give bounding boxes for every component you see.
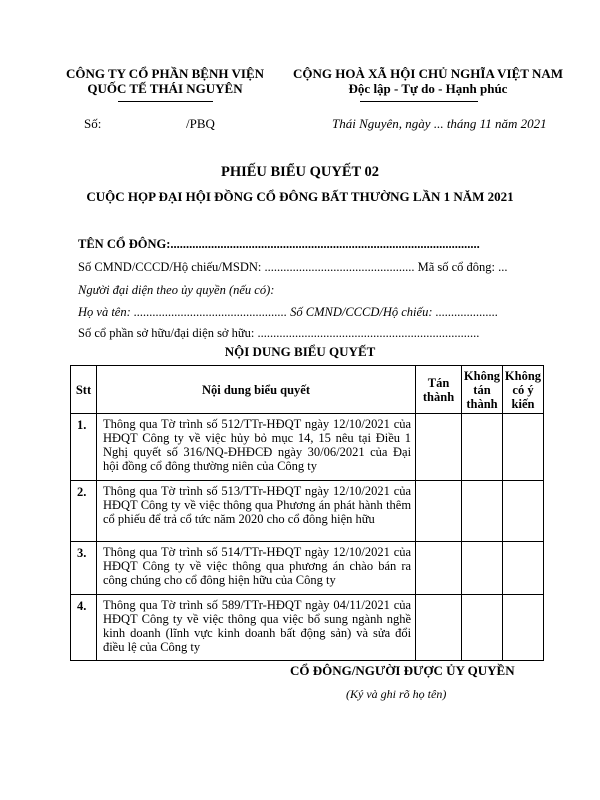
header-content: Nội dung biểu quyết — [96, 366, 415, 414]
shares-field: Số cổ phần sở hữu/đại diện sở hữu: ....................................................................... — [78, 326, 480, 340]
row-content: Thông qua Tờ trình số 512/TTr-HĐQT ngày 12/10/2021 của HĐQT Công ty về việc hủy bỏ mục 14, 15 nêu tại Điều 1 Nghị quyết số 316/NQ-ĐHĐCĐ ngày 30/06/2021 của Đại hội đồng cổ đông thường niên của Công ty — [96, 414, 415, 481]
company-name-line2: QUỐC TẾ THÁI NGUYÊN — [87, 81, 243, 96]
national-header-block — [282, 66, 574, 96]
header-no-opinion: Không có ý kiến — [502, 366, 543, 414]
shareholder-name-field: TÊN CỔ ĐÔNG:................................................................................................... — [78, 237, 480, 251]
id-number-field: Số CMND/CCCD/Hộ chiếu/MSDN: ................................................ Mã số cổ đông: ... — [78, 260, 508, 274]
doc-number-label: Số: — [84, 116, 102, 131]
disagree-cell[interactable] — [462, 481, 503, 542]
row-number: 3. — [71, 542, 97, 595]
agree-cell[interactable] — [416, 595, 462, 661]
row-content: Thông qua Tờ trình số 513/TTr-HĐQT ngày 12/10/2021 của HĐQT Công ty về việc thông qua Phương án phát hành thêm cổ phiếu để trả cổ tức năm 2020 cho cổ đông hiện hữu — [96, 481, 415, 542]
no-opinion-cell[interactable] — [502, 481, 543, 542]
agree-cell[interactable] — [416, 542, 462, 595]
agree-cell[interactable] — [416, 414, 462, 481]
voting-table — [70, 365, 544, 661]
company-name-block — [45, 66, 285, 96]
ballot-title: PHIẾU BIỂU QUYẾT 02 — [220, 164, 380, 180]
doc-number-suffix: /PBQ — [186, 116, 215, 131]
proxy-label: Người đại diện theo ủy quyền (nếu có): — [78, 283, 275, 297]
no-opinion-cell[interactable] — [502, 595, 543, 661]
row-content: Thông qua Tờ trình số 514/TTr-HĐQT ngày 12/10/2021 của HĐQT Công ty về việc thông qua phương án chào bán ra công chúng cho cổ đông hiện hữu của Công ty — [96, 542, 415, 595]
no-opinion-cell[interactable] — [502, 414, 543, 481]
company-name-line1: CÔNG TY CỔ PHẦN BỆNH VIỆN — [65, 66, 265, 81]
no-opinion-cell[interactable] — [502, 542, 543, 595]
table-header-row — [71, 366, 544, 414]
signature-label: CỔ ĐÔNG/NGƯỜI ĐƯỢC ỦY QUYỀN — [290, 663, 515, 678]
motto-underline — [360, 101, 478, 102]
doc-date: Thái Nguyên, ngày ... tháng 11 năm 2021 — [332, 116, 547, 131]
signature-note: (Ký và ghi rõ họ tên) — [346, 687, 447, 701]
national-motto: Độc lập - Tự do - Hạnh phúc — [348, 81, 508, 96]
agree-cell[interactable] — [416, 481, 462, 542]
header-agree: Tán thành — [416, 366, 462, 414]
table-row — [71, 481, 544, 542]
table-row — [71, 542, 544, 595]
disagree-cell[interactable] — [462, 595, 503, 661]
row-content: Thông qua Tờ trình số 589/TTr-HĐQT ngày 04/11/2021 của HĐQT Công ty về việc thông qua việc bổ sung ngành nghề kinh doanh (lĩnh vực kinh doanh bất động sản) và sửa đổi điều lệ của Công ty — [96, 595, 415, 661]
disagree-cell[interactable] — [462, 414, 503, 481]
company-underline — [118, 101, 213, 102]
row-number: 4. — [71, 595, 97, 661]
meeting-title: CUỘC HỌP ĐẠI HỘI ĐỒNG CỔ ĐÔNG BẤT THƯỜNG LẦN 1 NĂM 2021 — [86, 189, 514, 204]
row-number: 2. — [71, 481, 97, 542]
table-row — [71, 414, 544, 481]
row-number: 1. — [71, 414, 97, 481]
national-title: CỘNG HOÀ XÃ HỘI CHỦ NGHĨA VIỆT NAM — [292, 66, 564, 81]
header-stt: Stt — [71, 366, 97, 414]
disagree-cell[interactable] — [462, 542, 503, 595]
table-row — [71, 595, 544, 661]
section-title: NỘI DUNG BIỂU QUYẾT — [224, 344, 376, 359]
proxy-name-field: Họ và tên: ................................................. Số CMND/CCCD/Hộ chiếu: .................... — [78, 305, 499, 319]
header-disagree: Không tán thành — [462, 366, 503, 414]
